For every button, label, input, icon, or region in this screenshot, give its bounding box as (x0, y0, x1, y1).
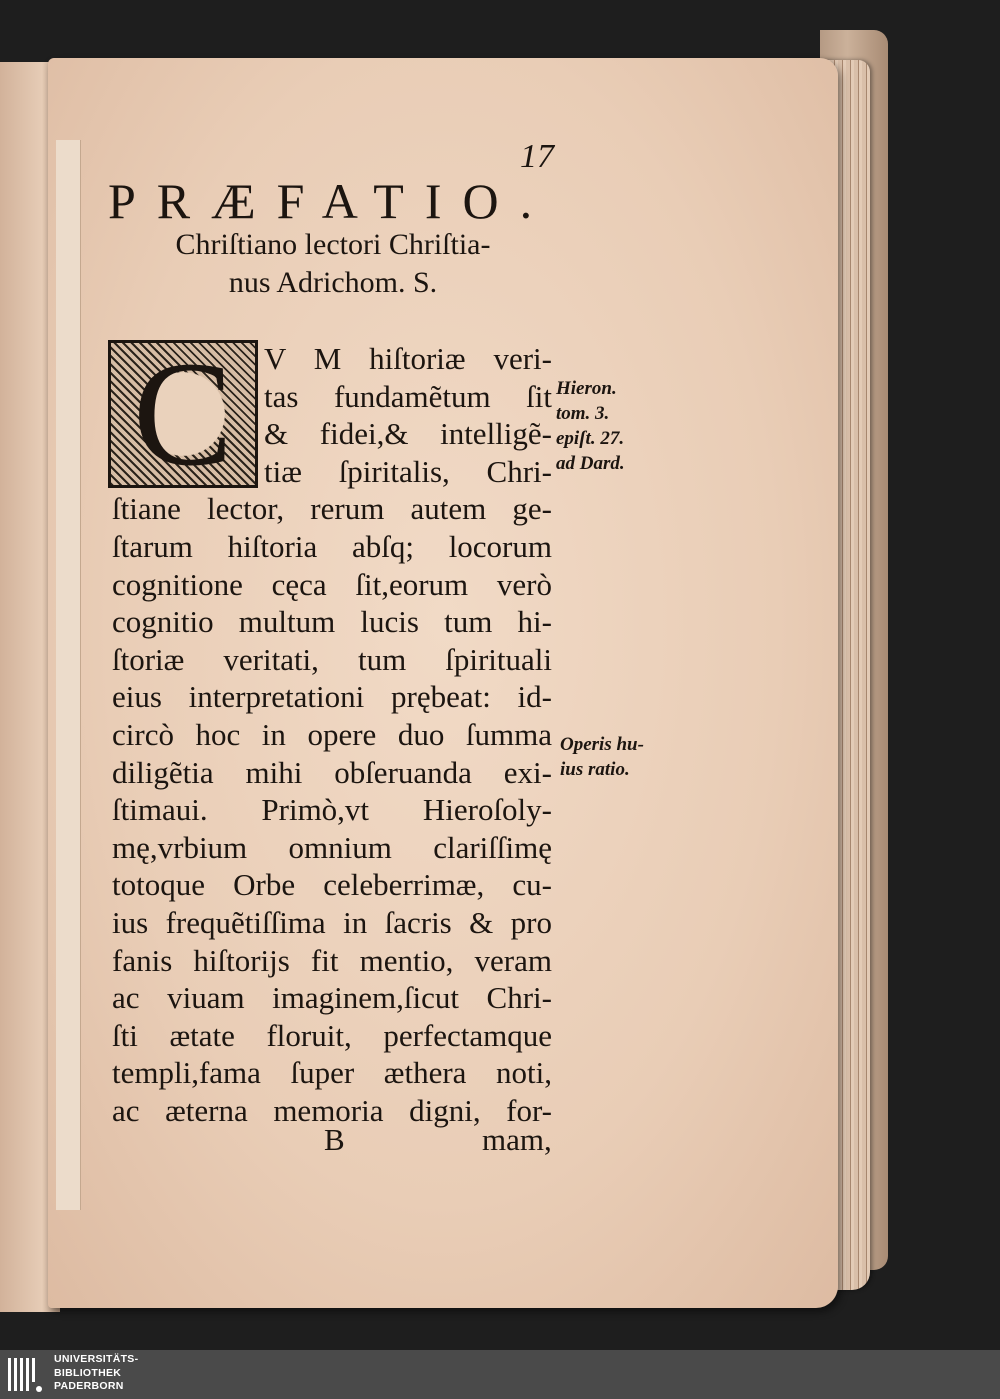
margin-note-line: ad Dard. (556, 453, 625, 474)
text-line: ac viuam imaginem,ſicut Chri- (112, 980, 552, 1016)
text-line: templi,fama ſuper æthera noti, (112, 1055, 552, 1091)
library-name-line: UNIVERSITÄTS- (54, 1353, 139, 1365)
initial-letter: C (118, 349, 248, 479)
text-line: V M hiſtoriæ veri- (264, 341, 552, 376)
margin-note-line: ius ratio. (560, 759, 630, 780)
margin-note-line: epiſt. 27. (556, 428, 625, 449)
text-line: mę,vrbium omnium clariſſimę (112, 829, 552, 865)
library-logo-icon (6, 1354, 46, 1395)
text-line: ac æterna memoria digni, for- (112, 1092, 552, 1128)
text-line: circò hoc in opere duo ſumma (112, 716, 552, 752)
text-line: ſtoriæ veritati, tum ſpirituali (112, 641, 552, 677)
library-name-line: PADERBORN (54, 1380, 124, 1392)
margin-note-operis (560, 732, 670, 782)
catchword: mam, (482, 1122, 552, 1157)
subtitle-line: Chriſtiano lectori Chriſtia- (175, 228, 491, 261)
signature-mark: B (324, 1122, 345, 1157)
margin-note-hieron (556, 376, 666, 476)
library-name (54, 1353, 138, 1394)
library-name-line: BIBLIOTHEK (54, 1366, 122, 1379)
text-line: ſti ætate floruit, perfectamque (112, 1017, 552, 1053)
text-line: ius frequẽtiſſima in ſacris & pro (112, 904, 552, 940)
text-line: fanis hiſtorijs fit mentio, veram (112, 942, 552, 978)
subtitle-line: nus Adrichom. S. (228, 266, 438, 299)
margin-note-line: Operis hu- (560, 734, 644, 755)
text-line: diligẽtia mihi obſeruanda exi- (112, 754, 552, 790)
text-line: eius interpretationi prębeat: id- (112, 679, 552, 715)
body-text (112, 340, 552, 1129)
margin-note-line: tom. 3. (556, 403, 610, 424)
gutter-strip (56, 140, 81, 1210)
page-title: PRÆFATIO. (108, 173, 554, 229)
text-line: cognitione cęca ſit,eorum verò (112, 566, 552, 602)
library-footer (0, 1350, 1000, 1399)
text-line: tas fundamẽtum ſit (264, 378, 552, 414)
text-line: totoque Orbe celeberrimæ, cu- (112, 867, 552, 903)
subtitle (108, 226, 558, 302)
folio-number: 17 (520, 138, 554, 175)
text-line: ſtiane lector, rerum autem ge- (112, 491, 552, 527)
text-line: cognitio multum lucis tum hi- (112, 604, 552, 640)
text-line: & fidei,& intelligẽ- (264, 416, 552, 452)
text-line: ſtimaui. Primò,vt Hieroſoly- (112, 792, 552, 828)
text-line: tiæ ſpiritalis, Chri- (264, 453, 552, 489)
margin-note-line: Hieron. (556, 378, 617, 399)
text-line: ſtarum hiſtoria abſq; locorum (112, 528, 552, 564)
